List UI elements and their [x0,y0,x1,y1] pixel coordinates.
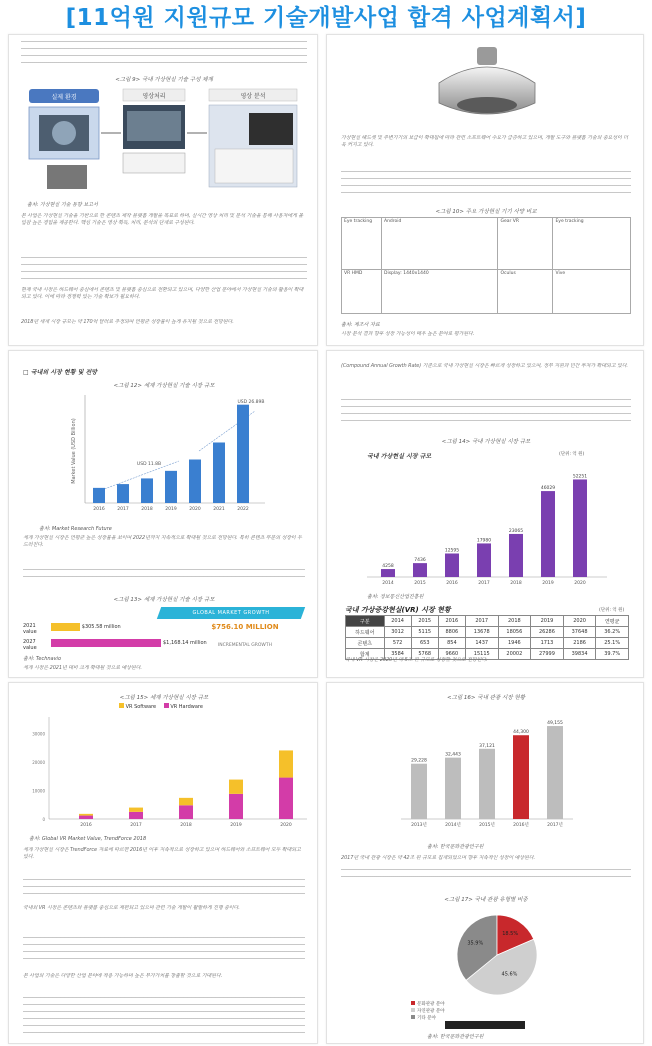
table-cell: 1437 [465,638,498,649]
text-lines [23,937,305,965]
y-axis-label: Market Value (USD Billion) [71,418,77,484]
chart-bars [32,731,293,828]
text-lines [341,869,631,883]
table-cell: 하드웨어 [346,627,385,638]
legend-swatch [164,703,169,708]
bar-segment [229,780,243,794]
table-cell: Vive [553,270,631,314]
data-label: 12595 [444,548,460,554]
table-cell: 15115 [465,649,498,660]
table-title: 국내 가상증강현실(VR) 시장 현황 [345,606,451,614]
text-lines [23,569,305,583]
table-header-cell: 2019 [531,616,564,627]
korea-vr-bar-chart [367,459,607,589]
table-cell: 5768 [411,649,438,660]
tick-label: 2013년 [411,823,427,828]
text-lines [21,41,307,69]
table-cell: 653 [411,638,438,649]
table-row [346,627,629,638]
table-row [346,638,629,649]
table-cell: 39.7% [596,649,629,660]
source-note: 출처: 가상현실 기술 동향 보고서 [27,202,98,208]
table-cell: 36.2% [596,627,629,638]
figure-caption: <그림 14> 국내 가상현실 시장 규모 [441,439,531,445]
text-lines [23,879,305,899]
y-tick-label: 20000 [32,759,45,765]
data-label: 4258 [382,564,394,570]
tourism-pie-chart [407,905,567,1031]
bar-2027 [51,639,161,647]
tick-label: 2016 [93,507,105,512]
table-cell: 18056 [498,627,531,638]
tick-label: 2015 [414,581,426,586]
bar [445,758,461,819]
bar [141,478,153,503]
body-paragraph: 세계 가상현실 시장은 TrendForce 자료에 따르면 2016년 이후 지속적으로 성장하고 있으며 하드웨어와 소프트웨어 모두 확대되고 있다. [23,847,301,860]
tick-label: 2019 [165,507,177,512]
text-lines [23,997,305,1039]
analysis-image [249,113,293,145]
table-cell: Display: 1440x1440 [382,270,498,314]
table-row [342,218,631,270]
bar-segment [79,814,93,816]
body-paragraph: 가상현실 헤드셋 및 주변기기의 보급이 확대됨에 따라 관련 소프트웨어 수요가 급증하고 있으며, 개발 도구와 플랫폼 기술의 중요성이 더욱 커지고 있다. [341,135,628,148]
source-note: 출처: Global VR Market Value, TrendForce 2018 [29,836,147,842]
legend-label: VR Hardware [170,704,203,710]
table-cell: 합계 [346,649,385,660]
table-cell: 26286 [531,627,564,638]
diagram-label-2: 영상처리 [142,93,166,100]
table-cell: 9660 [438,649,465,660]
body-paragraph: 세계 가상현실 시장은 연평균 높은 성장률을 보이며 2022년까지 지속적으로 확대될 것으로 전망된다. 특히 콘텐츠 부문의 성장이 두드러진다. [23,535,302,548]
tick-label: 2020 [189,507,201,512]
caption-bar [445,1021,525,1029]
figure-caption: <그림 17> 국내 관광 유형별 비중 [444,897,528,903]
table-cell: 2186 [563,638,596,649]
table-cell: 39834 [563,649,596,660]
chart-bars [93,405,249,512]
tick-label: 2021 [213,507,225,512]
table-cell: 25.1% [596,638,629,649]
market-table [345,615,629,660]
figure-caption: <그림 15> 세계 가상현실 시장 규모 [119,695,209,701]
tourism-bar-chart [397,707,577,837]
device-box [123,153,185,173]
body-paragraph: (Compound Annual Growth Rate) 기준으로 국내 가상현실 시장은 빠르게 성장하고 있으며, 정부 지원과 민간 투자가 확대되고 있다. [341,363,628,369]
page-thumbnail-5 [8,682,318,1044]
tick-label: 2019 [230,823,242,828]
figure-caption: <그림 12> 세계 가상현실 기술 시장 규모 [113,383,215,389]
tick-label: 2020 [574,581,586,586]
bar-value-2027: $1,168.14 million [163,640,207,646]
chart-bars [411,720,563,828]
bar [237,405,249,503]
legend-label: 문화관광 분야 [417,1002,445,1007]
diagram-label-1: 실제 환경 [51,94,77,101]
data-label: 32,443 [445,752,461,758]
bar [213,442,225,503]
analysis-panel [215,149,293,183]
y-tick-label: 0 [42,817,45,822]
y-tick-label: 10000 [32,788,45,794]
table-cell: 20002 [498,649,531,660]
slice-label: 18.5% [502,930,519,937]
table-cell: 37648 [563,627,596,638]
spec-table [341,217,631,314]
diagram-label-3: 영상 분석 [240,93,266,100]
data-label: 23065 [508,528,524,534]
bar [413,563,427,577]
row-head: VR HMD [342,270,382,314]
figure-caption: <그림 16> 국내 관광 시장 현황 [446,695,526,701]
annotation: USD 26.89B [237,400,265,405]
tick-label: 2017년 [547,823,563,828]
table-cell: Gear VR [498,218,553,270]
bar-label-2027: 2027 value [23,639,37,651]
table-cell: 854 [438,638,465,649]
bar-value-2021: $305.58 million [81,624,121,630]
table-header-cell: 연평균 [596,616,629,627]
legend-label: VR Software [125,704,157,710]
table-cell: Oculus [498,270,553,314]
body-paragraph: 본 사업의 기술은 다양한 산업 분야에 적용 가능하며 높은 부가가치를 창출할 것으로 기대된다. [23,973,223,979]
processing-screen [127,111,181,141]
body-paragraph: 본 사업은 가상현실 기술을 기반으로 한 콘텐츠 제작 플랫폼 개발을 목표로 하며, 실시간 영상 처리 및 분석 기술을 통해 사용자에게 몰입감 높은 경험을 제공한다. 핵심 기술은 영상 획득, 처리, 분석의 단계로 구성된다. [21,213,303,226]
page-thumbnail-1 [8,34,318,346]
section-heading: □ 국내외 시장 현황 및 전망 [23,369,98,376]
table-row [342,270,631,314]
tick-label: 2014 [382,581,394,586]
tick-label: 2016년 [513,823,529,828]
tick-label: 2014년 [445,823,461,828]
world-vr-stacked-chart [23,713,309,833]
source-note: 출처: 한국문화관광연구원 [427,1034,484,1040]
bar [513,735,529,819]
tick-label: 2019 [542,581,554,586]
tick-label: 2017 [117,507,129,512]
y-tick-label: 30000 [32,731,45,737]
bar-segment [79,816,93,819]
text-lines [341,171,631,193]
text-lines [341,399,631,427]
body-paragraph: 세계 시장은 2021년 대비 크게 확대될 것으로 예상된다. [23,665,142,671]
incremental-value: $756.10 MILLION [211,623,279,631]
legend-label: 기타 분야 [417,1016,436,1021]
title-banner [0,0,652,38]
bar-segment [229,794,243,819]
tick-label: 2016 [446,581,458,586]
tick-label: 2016 [80,823,92,828]
table-cell: Android [382,218,498,270]
vr-headset-image [427,43,547,133]
chart-bars [381,473,587,586]
table-header-cell: 2015 [411,616,438,627]
table-header-cell: 2017 [465,616,498,627]
body-paragraph: 2017년 국내 관광 시장은 약 42조 원 규모로 집계되었으며 향후 지속적인 성장이 예상된다. [341,855,535,861]
tick-label: 2017 [130,823,142,828]
legend-swatch [411,1015,415,1019]
headset-strap-icon [477,47,497,65]
bar-segment [179,798,193,805]
row-head: Eye tracking [342,218,382,270]
bar-segment [279,750,293,777]
body-paragraph: 2018년 세계 시장 규모는 약 170억 달러로 추정되며 연평균 성장률이 높게 유지될 것으로 전망된다. [21,319,234,325]
source-note: 출처: 정보통신산업진흥원 [367,594,424,600]
page-thumbnail-6 [326,682,644,1044]
table-header-cell: 2020 [563,616,596,627]
table-header-row [346,616,629,627]
bar [165,471,177,503]
source-note: 출처: Technavio [23,656,62,662]
bar-segment [279,778,293,819]
bar [477,543,491,577]
bar [445,553,459,577]
figure-caption: <그림 9> 국내 가상현실 기술 구성 체계 [115,77,213,83]
body-paragraph: 시장 분석 결과 향후 성장 가능성이 매우 높은 분야로 평가된다. [341,331,475,337]
bar [509,534,523,577]
bar [573,479,587,577]
chart-unit: (단위: 억 원) [559,452,585,457]
table-unit: (단위: 억 원) [599,608,625,613]
pie-slices [457,915,537,995]
bar-segment [129,812,143,819]
page-thumbnail-4 [326,350,644,678]
table-header-cell: 구분 [346,616,385,627]
table-cell: 13678 [465,627,498,638]
body-paragraph: 현재 국내 시장은 하드웨어 중심에서 콘텐츠 및 플랫폼 중심으로 전환되고 있으며, 다양한 산업 분야에서 가상현실 기술의 활용이 확대되고 있다. 이에 따라 경쟁력 있는 기술 확보가 필요하다. [21,287,304,300]
table-cell: 572 [384,638,411,649]
camera-lens-icon [52,121,76,145]
slice-label: 45.6% [501,971,518,978]
bar [541,491,555,577]
source-note: 출처: 제조사 자료 [341,322,380,328]
table-header-cell: 2018 [498,616,531,627]
tick-label: 2018 [180,823,192,828]
tick-label: 2017 [478,581,490,586]
legend-swatch [411,1001,415,1005]
page-thumbnail-3 [8,350,318,678]
page-thumbnail-2 [326,34,644,346]
chart-title: 국내 가상현실 시장 규모 [367,453,432,460]
data-label: 17980 [476,538,492,544]
technology-diagram [27,85,303,195]
annotation: USD 11.8B [136,462,162,467]
table-cell: 3012 [384,627,411,638]
data-label: 7436 [414,558,426,564]
source-note: 출처: Market Research Future [39,526,112,532]
table-cell: 1713 [531,638,564,649]
text-lines [21,257,307,285]
bar [189,460,201,503]
bar [381,569,395,577]
global-vr-bar-chart [69,391,269,521]
tick-label: 2022 [237,507,249,512]
body-paragraph: 국내 VR 시장은 2020년 약 5조 원 규모로 성장할 것으로 전망된다. [345,657,488,663]
bar-2021 [51,623,80,631]
data-label: 44,300 [513,730,529,736]
chart-legend [119,703,203,710]
data-label: 29,228 [411,758,427,764]
headset-lens-icon [457,97,517,113]
tick-label: 2018 [141,507,153,512]
table-cell: Eye tracking [553,218,631,270]
tick-label: 2020 [280,823,292,828]
table-header-cell: 2016 [438,616,465,627]
tick-label: 2018 [510,581,522,586]
table-cell: 1946 [498,638,531,649]
data-label: 37,121 [479,743,495,749]
table-header-cell: 2014 [384,616,411,627]
bar [411,764,427,819]
figure-caption: <그림 13> 세계 가상현실 기술 시장 규모 [113,597,215,603]
table-caption: <그림 10> 주요 가상현실 기기 사양 비교 [435,209,537,215]
bar-label-2021: 2021 value [23,623,37,635]
table-cell: 3584 [384,649,411,660]
slice-label: 35.9% [467,940,484,947]
hardware-box [47,165,87,189]
body-paragraph: 국내외 VR 시장은 콘텐츠와 플랫폼 중심으로 재편되고 있으며 관련 기술 개발이 활발하게 진행 중이다. [23,905,240,911]
growth-banner-label: GLOBAL MARKET GROWTH [192,610,270,616]
banner-title: [11억원 지원규모 기술개발사업 합격 사업계획서] [65,5,587,31]
bar-segment [129,808,143,812]
legend-swatch [119,703,124,708]
incremental-label: INCREMENTAL GROWTH [217,643,273,648]
legend-swatch [411,1008,415,1012]
table-cell: 콘텐츠 [346,638,385,649]
table-cell: 27999 [531,649,564,660]
bar [479,749,495,819]
table-cell: 5115 [411,627,438,638]
legend-label: 자연관광 분야 [417,1009,445,1014]
data-label: 49,155 [547,721,563,727]
bar [93,488,105,503]
tick-label: 2015년 [479,823,495,828]
bar [117,484,129,503]
source-note: 출처: 한국문화관광연구원 [427,844,484,850]
bar-segment [179,805,193,819]
bar [547,726,563,819]
data-label: 46029 [540,486,556,492]
data-label: 52251 [572,474,588,480]
table-cell: 8806 [438,627,465,638]
